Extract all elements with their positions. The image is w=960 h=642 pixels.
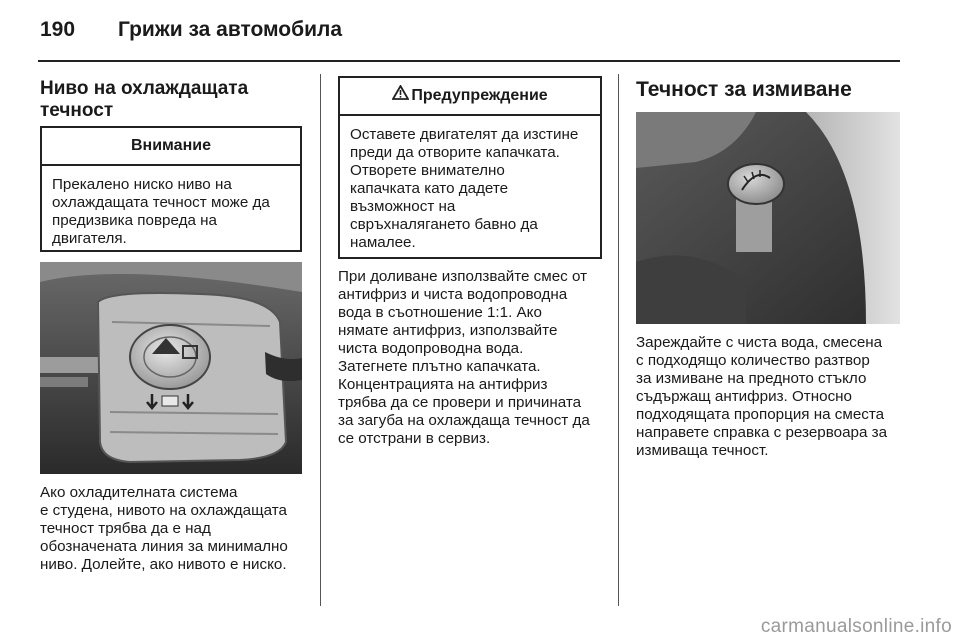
column-divider-1 [320, 74, 321, 606]
page-number: 190 [40, 18, 76, 41]
watermark-text: carmanualsonline.info [760, 616, 952, 637]
warning-box [338, 76, 602, 259]
refill-paragraph: При доливане използвайте смес от антифриз и чиста водопроводна вода в съотношение 1:1. Ако нямате антифриз, използвайте чиста водопроводна вода. Затегнете плътно капачката. Концентрацията на антифриз трябва да се провери и причината за загуба на охлаждаща течност да се отстрани в сервиз. [338, 268, 590, 447]
washer-reservoir-photo [636, 112, 900, 324]
column-divider-2 [618, 74, 619, 606]
warning-box-title: Предупреждение [411, 87, 548, 104]
caution-box-text: Прекалено ниско ниво на охлаждащата течност може да предизвика повреда на двигателя. [52, 176, 270, 247]
coolant-level-heading: Ниво на охлаждащата течност [40, 78, 249, 121]
caution-box [40, 126, 302, 252]
caution-box-title: Внимание [42, 128, 300, 166]
washer-fluid-paragraph: Зареждайте с чиста вода, смесена с подходящо количество разтвор за измиване на предното стъкло съдържащ антифриз. Относно подходящата пропорция на сместа направете справка с резервоара за измиваща течност. [636, 334, 888, 459]
warning-triangle-icon [392, 78, 409, 114]
warning-box-text: Оставете двигателят да изстине преди да отворите капачката. Отворете внимателно капачката като дадете възможност на свръхналягането бавно да намалее. [350, 126, 579, 251]
warning-box-header [340, 78, 600, 116]
coolant-reservoir-illustration [40, 262, 302, 474]
page-header-title: Грижи за автомобила [118, 18, 343, 41]
washer-reservoir-illustration [636, 112, 900, 324]
header-rule [38, 60, 900, 62]
washer-fluid-heading: Течност за измиване [636, 78, 852, 101]
coolant-reservoir-photo [40, 262, 302, 474]
coolant-level-paragraph: Ако охладителната система е студена, нивото на охлаждащата течност трябва да е над обозначената линия за минимално ниво. Долейте, ако нивото е ниско. [40, 484, 288, 573]
